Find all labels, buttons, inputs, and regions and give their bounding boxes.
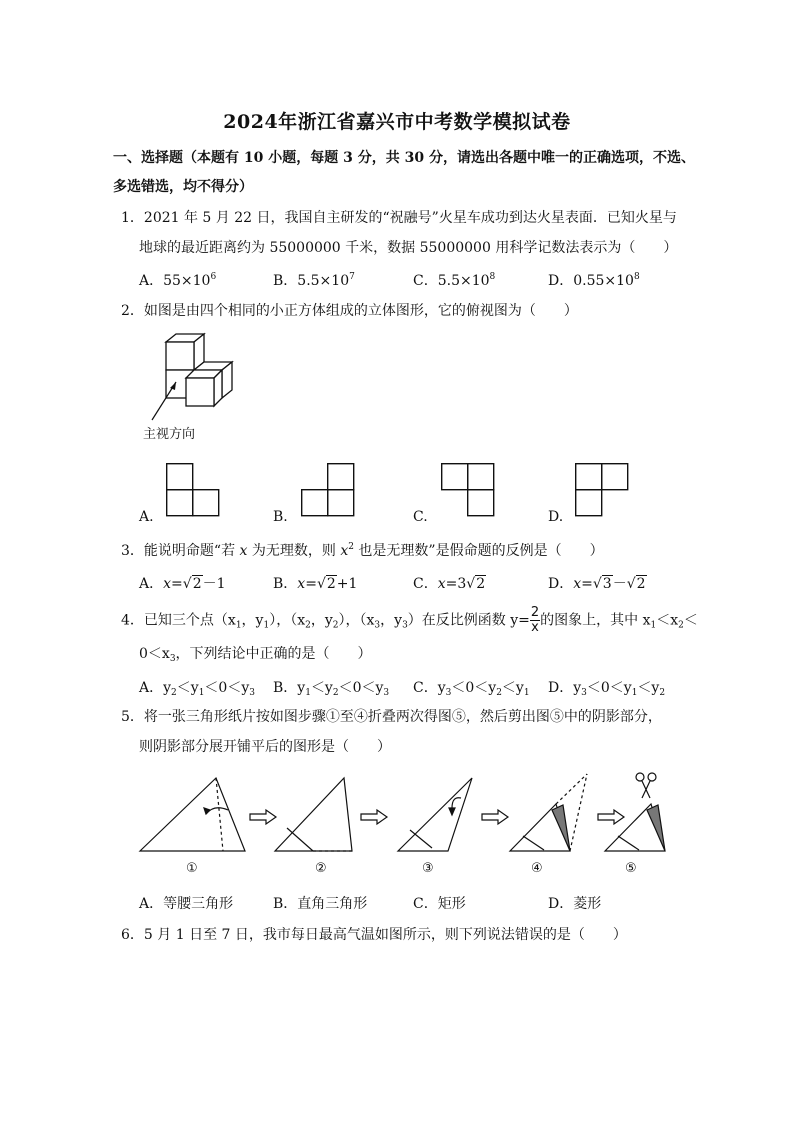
exam-title: 2024年浙江省嘉兴市中考数学模拟试卷 <box>223 111 571 133</box>
q1-text-line2: 地球的最近距离约为 55000000 千米，数据 55000000 用科学记数法表示为（ ） <box>139 240 678 256</box>
q2-option-d[interactable]: D. <box>548 509 564 525</box>
q5-option-d[interactable]: D．菱形 <box>548 896 602 912</box>
q2-option-c-figure <box>441 463 497 519</box>
q5-text-line2: 则阴影部分展开铺平后的图形是（ ） <box>139 739 391 755</box>
q1-option-a[interactable]: A．$55\times 10^6$ <box>139 272 217 289</box>
section-heading-line2: 多选错选，均不得分） <box>113 179 253 195</box>
folding-steps-figure <box>130 768 690 878</box>
main-view-direction-label: 主视方向 <box>143 427 196 442</box>
step-3-label: ③ <box>422 861 434 876</box>
q3-option-a[interactable]: A．x=√2－1 <box>139 576 226 592</box>
q2-option-b-figure <box>301 463 357 519</box>
q5-option-a[interactable]: A．等腰三角形 <box>139 896 234 912</box>
q1-text-line1: 1．2021 年 5 月 22 日，我国自主研发的“祝融号”火星车成功到达火星表面．已知火星与 <box>121 210 677 226</box>
q4-text-line2: $0<x_3$，下列结论中正确的是（ ） <box>139 646 372 664</box>
step-1-label: ① <box>186 861 198 876</box>
q6-text-line1: 6．5 月 1 日至 7 日，我市每日最高气温如图所示，则下列说法错误的是（ ） <box>121 927 627 943</box>
section-heading-line1: 一、选择题（本题有 10 小题，每题 3 分，共 30 分，请选出各题中唯一的正确选项，不选、 <box>113 150 695 166</box>
q2-option-a[interactable]: A. <box>139 509 154 525</box>
q5-text-line1: 5．将一张三角形纸片按如图步骤①至④折叠两次得图⑤，然后剪出图⑤中的阴影部分， <box>121 709 662 725</box>
q1-option-d[interactable]: D．$0.55\times 10^8$ <box>548 272 640 289</box>
q4-option-a[interactable]: A．$y_2<y_1<0<y_3$ <box>139 680 255 698</box>
q2-text-line1: 2．如图是由四个相同的小正方体组成的立体图形，它的俯视图为（ ） <box>121 303 578 319</box>
q2-option-c[interactable]: C. <box>413 509 428 525</box>
q2-option-b[interactable]: B. <box>273 509 288 525</box>
q1-option-c[interactable]: C．$5.5\times 10^8$ <box>413 272 496 289</box>
step-2-label: ② <box>315 861 327 876</box>
q4-option-c[interactable]: C．$y_3<0<y_2<y_1$ <box>413 680 530 698</box>
q3-option-b[interactable]: B．x=√2+1 <box>273 576 358 592</box>
q1-option-b[interactable]: B．$5.5\times 10^7$ <box>273 272 355 289</box>
q5-option-b[interactable]: B．直角三角形 <box>273 896 368 912</box>
q5-option-c[interactable]: C．矩形 <box>413 896 466 912</box>
q4-option-d[interactable]: D．$y_3<0<y_1<y_2$ <box>548 680 666 698</box>
scissors-icon <box>636 773 656 798</box>
step-4-label: ④ <box>531 861 543 876</box>
q2-option-d-figure <box>575 463 631 519</box>
q4-option-b[interactable]: B．$y_1<y_2<0<y_3$ <box>273 680 390 698</box>
step-5-label: ⑤ <box>625 861 637 876</box>
q3-option-c[interactable]: C．x=3√2 <box>413 576 486 592</box>
q4-text-line1: 4．已知三个点（$x_1$，$y_1$），（$x_2$，$y_2$），（$x_3$，$y_3$）在反比例函数 y= $\frac{2}{x}$ 的图象上，其中 $x_1<x_2<$ <box>121 605 698 635</box>
q3-option-d[interactable]: D．x=√3－√2 <box>548 576 646 592</box>
q3-text: 3．能说明命题“若 x 为无理数，则 $x^2$ 也是无理数”是假命题的反例是（ ） <box>121 542 604 559</box>
q2-option-a-figure <box>166 463 222 519</box>
q4-fraction: $\frac{2}{x}$ <box>530 605 540 635</box>
